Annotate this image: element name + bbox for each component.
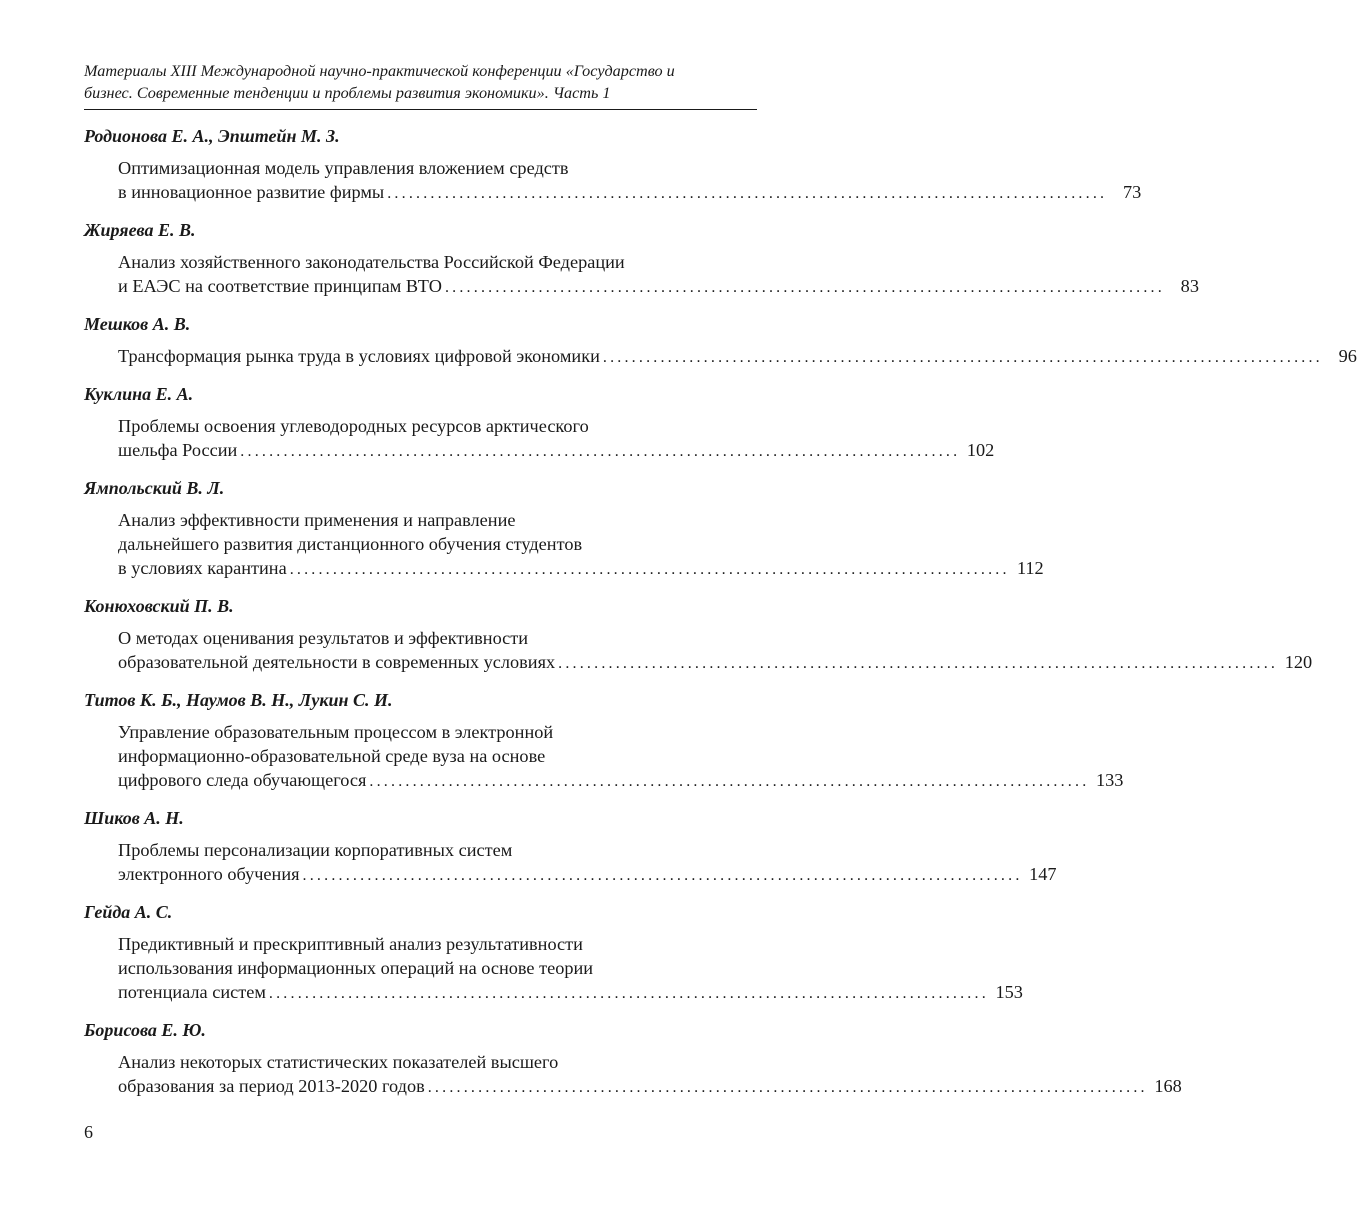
entry-title <box>84 156 1142 204</box>
toc-entry <box>84 124 1142 204</box>
entry-author: Конюховский П. В. <box>84 596 234 616</box>
toc-entry <box>84 1018 1182 1098</box>
entry-title <box>84 250 1199 298</box>
entry-title-last-line <box>118 274 1199 298</box>
entry-title-last-line <box>118 862 1057 886</box>
entry-title-line: Проблемы персонализации корпоративных систем <box>118 840 513 860</box>
entry-title <box>84 508 1044 580</box>
dot-leader: .................................................................................................... <box>427 1079 1148 1096</box>
toc-entry <box>84 594 1313 674</box>
entry-title-line: дальнейшего развития дистанционного обучения студентов <box>118 534 583 554</box>
toc-entry <box>84 688 1124 792</box>
entry-title-line: в условиях карантина <box>118 558 287 578</box>
dot-leader: .................................................................................................... <box>602 349 1323 366</box>
entry-title-line: Проблемы освоения углеводородных ресурсов арктического <box>118 416 589 436</box>
entry-author: Родионова Е. А., Эпштейн М. З. <box>84 126 340 146</box>
entry-page-number: 153 <box>995 982 1023 1002</box>
entry-title <box>84 720 1124 792</box>
entry-page-number: 112 <box>1016 558 1044 578</box>
toc-entry <box>84 382 995 462</box>
toc-entry <box>84 806 1057 886</box>
entry-title-last-line <box>118 556 1044 580</box>
entry-author: Ямпольский В. Л. <box>84 478 225 498</box>
toc-entry <box>84 312 1357 368</box>
entry-title-last-line <box>118 980 1023 1004</box>
entry-title-line: и ЕАЭС на соответствие принципам ВТО <box>118 276 442 296</box>
entry-title-line: потенциала систем <box>118 982 266 1002</box>
entry-title-line: Анализ некоторых статистических показателей высшего <box>118 1052 559 1072</box>
entry-title-line: Анализ эффективности применения и направление <box>118 510 516 530</box>
header-rule <box>84 109 757 110</box>
entry-title <box>84 838 1057 886</box>
dot-leader: .................................................................................................... <box>387 185 1108 202</box>
toc-entry <box>84 476 1044 580</box>
entry-page-number: 102 <box>966 440 995 460</box>
entry-page-number: 133 <box>1095 770 1124 790</box>
dot-leader: .................................................................................................... <box>444 279 1165 296</box>
entry-title-last-line <box>118 180 1142 204</box>
entry-title-line: образования за период 2013-2020 годов <box>118 1076 425 1096</box>
entry-title-line: в инновационное развитие фирмы <box>118 182 385 202</box>
entry-author: Шиков А. Н. <box>84 808 184 828</box>
entry-title-last-line <box>118 344 1357 368</box>
entry-title <box>84 344 1357 368</box>
entry-title-line: О методах оценивания результатов и эффективности <box>118 628 529 648</box>
entry-title <box>84 932 1023 1004</box>
entry-title-line: электронного обучения <box>118 864 300 884</box>
entry-author: Жиряева Е. В. <box>84 220 196 240</box>
dot-leader: .................................................................................................... <box>240 443 961 460</box>
entry-author: Борисова Е. Ю. <box>84 1020 206 1040</box>
entry-page-number: 83 <box>1180 276 1199 296</box>
folio-page-number: 6 <box>84 1122 93 1142</box>
entry-title <box>84 1050 1182 1098</box>
entry-author: Гейда А. С. <box>84 902 173 922</box>
dot-leader: .................................................................................................... <box>558 655 1279 672</box>
entry-title <box>84 626 1313 674</box>
entry-title-last-line <box>118 768 1124 792</box>
entry-title-last-line <box>118 650 1313 674</box>
entry-title-line: Анализ хозяйственного законодательства Российской Федерации <box>118 252 625 272</box>
entry-title-last-line <box>118 1074 1182 1098</box>
entry-author: Куклина Е. А. <box>84 384 194 404</box>
dot-leader: .................................................................................................... <box>289 561 1010 578</box>
entry-page-number: 73 <box>1122 182 1142 202</box>
running-header-line-1: Материалы XIII Международной научно-практической конференции «Государство и <box>84 62 675 80</box>
entry-title <box>84 414 995 462</box>
entry-page-number: 168 <box>1154 1076 1182 1096</box>
dot-leader: .................................................................................................... <box>302 867 1023 884</box>
entry-title-line: Оптимизационная модель управления вложением средств <box>118 158 569 178</box>
toc-entry <box>84 900 1023 1004</box>
entry-page-number: 96 <box>1338 346 1357 366</box>
entry-title-line: Трансформация рынка труда в условиях цифровой экономики <box>118 346 600 366</box>
running-header <box>84 60 757 104</box>
entry-title-line: Предиктивный и прескриптивный анализ результативности <box>118 934 583 954</box>
running-header-line-2: бизнес. Современные тенденции и проблемы развития экономики». Часть 1 <box>84 84 611 102</box>
toc-entry <box>84 218 1199 298</box>
entry-title-line: информационно-образовательной среде вуза на основе <box>118 746 546 766</box>
entry-title-line: использования информационных операций на основе теории <box>118 958 594 978</box>
entry-title-last-line <box>118 438 995 462</box>
entry-page-number: 120 <box>1284 652 1313 672</box>
table-of-contents <box>84 124 1357 1098</box>
dot-leader: .................................................................................................... <box>268 985 989 1002</box>
entry-title-line: образовательной деятельности в современных условиях <box>118 652 556 672</box>
entry-author: Мешков А. В. <box>84 314 191 334</box>
entry-title-line: шельфа России <box>118 440 238 460</box>
dot-leader: .................................................................................................... <box>369 773 1090 790</box>
entry-title-line: Управление образовательным процессом в электронной <box>118 722 554 742</box>
entry-title-line: цифрового следа обучающегося <box>118 770 367 790</box>
entry-author: Титов К. Б., Наумов В. Н., Лукин С. И. <box>84 690 393 710</box>
entry-page-number: 147 <box>1029 864 1057 884</box>
